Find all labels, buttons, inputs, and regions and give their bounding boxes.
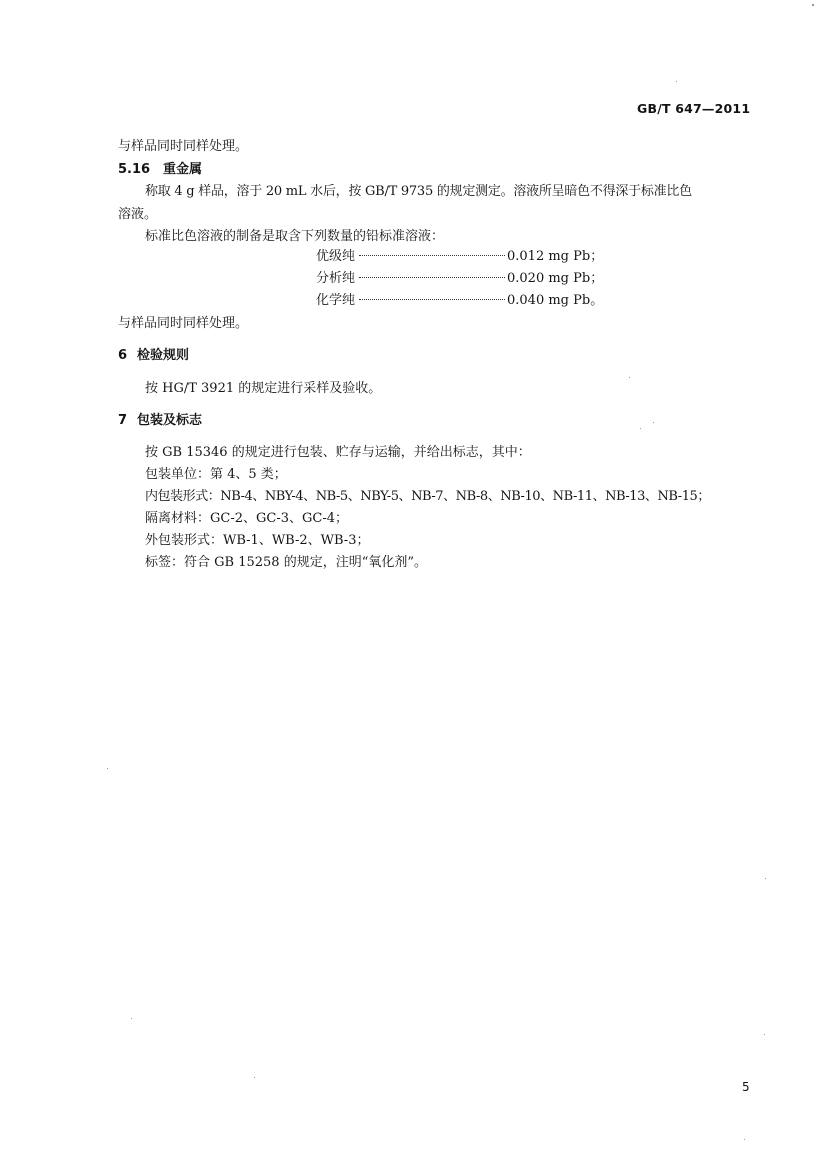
scan-speck [812,4,814,6]
scan-speck [676,81,677,82]
leader-dots [359,298,505,300]
leader-dots [359,254,505,256]
grade-name: 分析纯 [316,271,356,286]
scan-speck [131,1018,132,1019]
scan-speck [640,428,641,429]
previous-section-tail: 与样品同时同样处理。 [118,139,249,154]
section-7-line: 标签：符合 GB 15258 的规定，注明“氧化剂”。 [145,555,427,570]
scan-speck [254,1077,255,1078]
section-5-16-paragraph2: 标准比色溶液的制备是取含下列数量的铅标准溶液： [145,229,445,244]
grade-name: 优级纯 [316,249,356,264]
leader-dots [359,276,505,278]
section-6-number: 6 [118,348,128,363]
grade-row-guaranteed [316,249,603,265]
section-5-16-paragraph-line2: 溶液。 [118,207,158,222]
scan-speck [765,878,766,879]
section-7-line: 内包装形式：NB-4、NBY-4、NB-5、NBY-5、NB-7、NB-8、NB-10、NB-11、NB-13、NB-15； [145,489,710,504]
section-5-16-title: 重金属 [163,162,203,177]
grade-value: 0.012 mg Pb； [507,249,604,264]
section-6-text: 按 HG/T 3921 的规定进行采样及验收。 [145,381,382,396]
section-7-title: 包装及标志 [137,413,203,428]
section-7-line: 隔离材料：GC-2、GC-3、GC-4； [145,511,348,526]
section-6-title: 检验规则 [137,348,190,363]
page-number: 5 [742,1080,750,1094]
section-7-line: 包装单位：第 4、5 类； [145,467,287,482]
grade-row-chemical [316,293,603,309]
scan-speck [744,1139,745,1140]
section-7-number: 7 [118,413,128,428]
grade-value: 0.020 mg Pb； [507,271,604,286]
section-7-line: 外包装形式：WB-1、WB-2、WB-3； [145,533,370,548]
section-5-16-number: 5.16 [118,162,151,177]
grade-value: 0.040 mg Pb。 [507,293,604,308]
scan-speck [107,768,108,769]
scan-speck [653,422,654,423]
grade-name: 化学纯 [316,293,356,308]
section-5-16-tail: 与样品同时同样处理。 [118,316,249,331]
section-5-16-paragraph-line1: 称取 4 g 样品，溶于 20 mL 水后，按 GB/T 9735 的规定测定。溶液所呈暗色不得深于标准比色 [145,184,692,199]
standard-number-header: GB/T 647—2011 [637,101,751,116]
grade-row-analytical [316,271,603,287]
scan-speck [629,377,630,378]
section-7-line: 按 GB 15346 的规定进行包装、贮存与运输，并给出标志，其中： [145,445,531,460]
scan-speck [764,1034,765,1035]
